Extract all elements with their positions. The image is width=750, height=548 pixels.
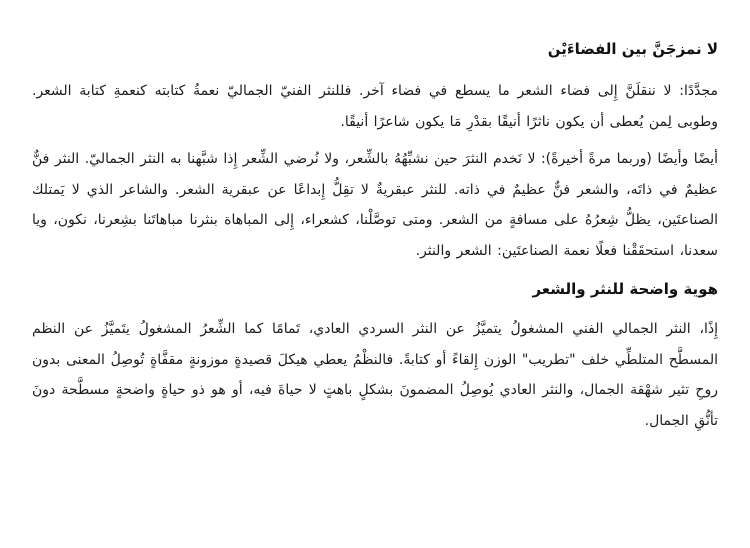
paragraph-2: أيضًا وأيضًا (وربما مرةً أخيرةً): لا نَخدم النثرَ حين نشبِّهُهُ بالشِّعر، ولا نُرضي الشِّعر إِذا شبَّهنا به النثر الجماليّ. النثر فنٌّ عظيمٌ في ذاتَه، والشعر فنٌّ عظيمٌ في ذاته. للنثر عبقريةٌ لا تقِلُّ إِبداعًا عن عبقرية الشعر. والشاعر الذي لا يَمتلك الصناعتَين، يظلُّ شِعرُهُ على مسافةٍ من الشعر. ومتى توصَّلْنا، كشعراء، إِلى المباهاة بنثرنا مباهاتَنا بشِعرنا، نكون، ويا سعدنا، استحقَقْنا فعلًا نعمة الصناعتَين: الشعر والنثر. [32,151,718,259]
paragraph-1: مجدَّدًا: لا ننقلَنَّ إِلى فضاء الشعر ما يسطع في فضاء آخر. فللنثر الفنيّ الجماليّ نعمةُ كتابته كنعمةِ كتابة الشعر. وطوبى لِمن يُعطى أن يكون ناثرًا أنيقًا بقدْرِ مَا يكون شاعرًا أنيقًا. [32,83,718,130]
section-heading-no-mixing-spaces: لا نمزجَنَّ بين الفضاءَيْن [547,40,718,58]
paragraph-3: إِذًا، النثر الجمالي الفني المشغولُ يتميَّزُ عن النثر السردي العادي، تَمامًا كما الشِّعرُ المشغولُ يتَميَّزُ عن النظم المسطَّح المتلطِّي خلف "تطريب" الوزن إِلقاءً أو كتابةً. فالنظْمُ يعطي هيكلَ قصيدةٍ موزونةٍ مقفَّاةٍ تُوصِلُ المعنى بدون روحِ تثير شهْقة الجمال، والنثر العادي يُوصِلُ المضمونَ بشكلٍ باهتٍ لا حياةَ فيه، أو هو ذو حياةٍ واضحةٍ مسطَّحة دونَ تأنُّقِ الجمال. [32,321,718,429]
section-heading-clear-identity: هوية واضحة للنثر والشعر [532,280,718,298]
